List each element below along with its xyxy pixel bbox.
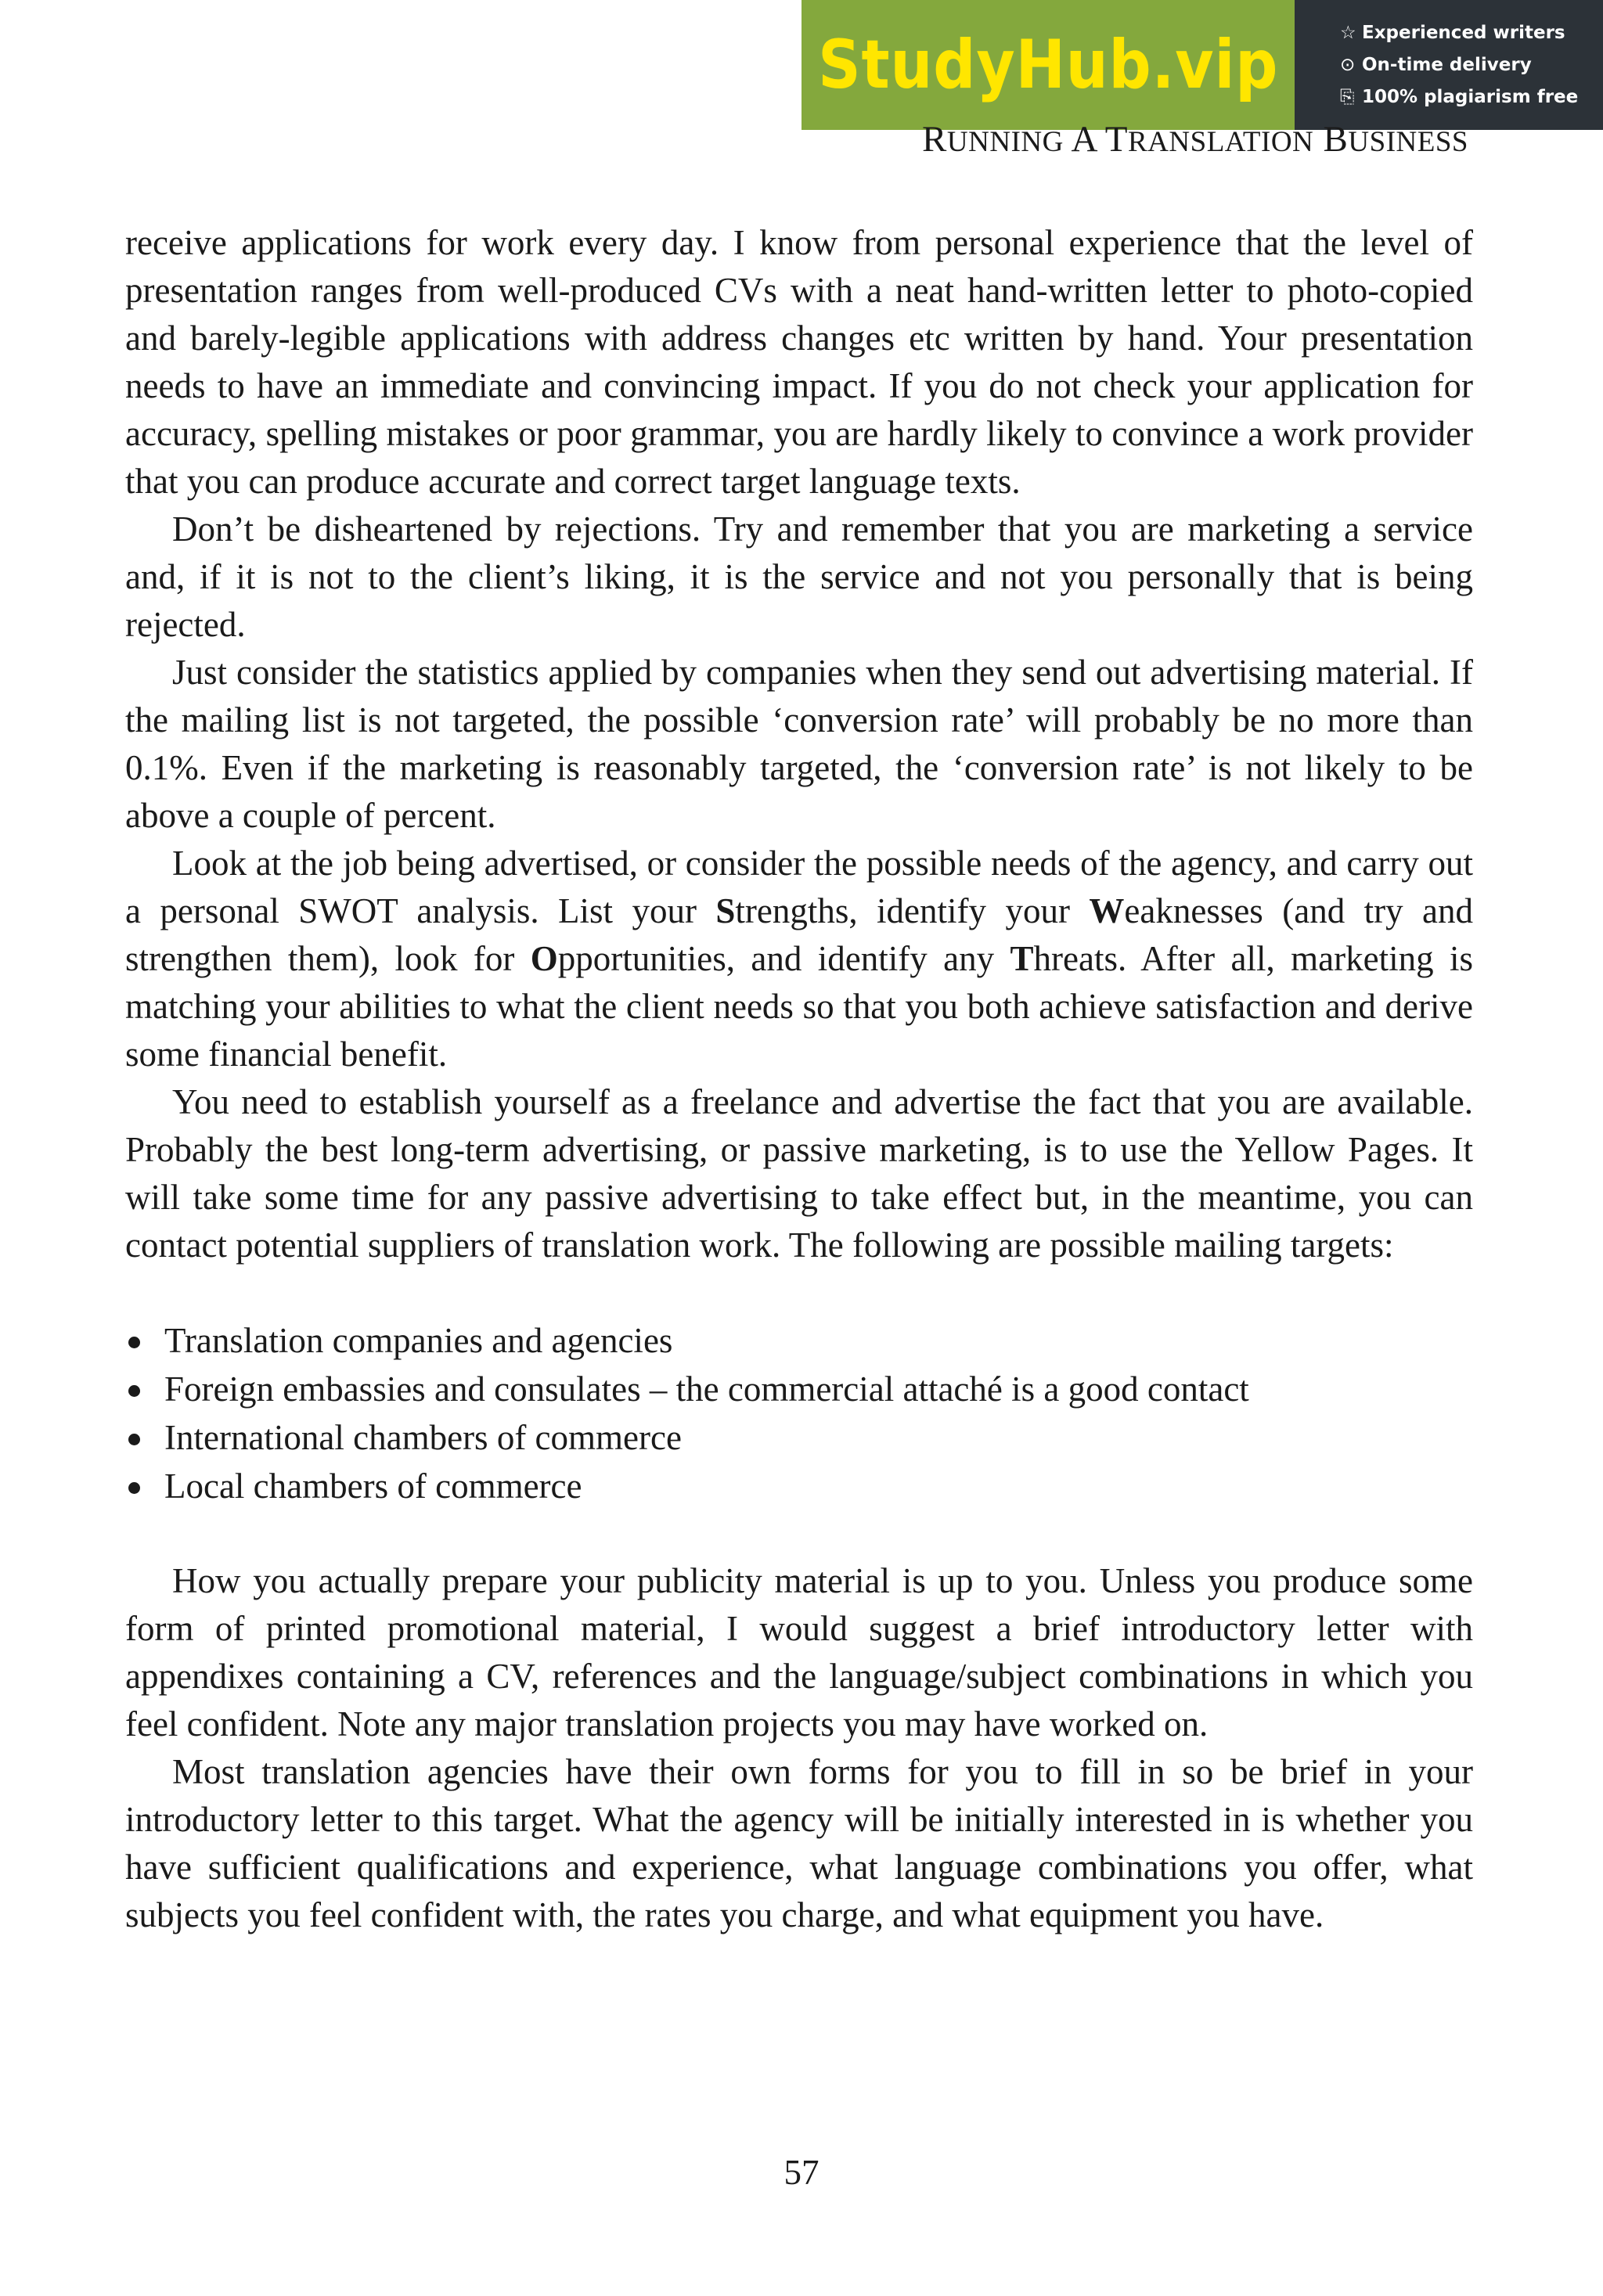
list-item: International chambers of commerce [125,1413,1473,1462]
bullet-icon [128,1482,140,1494]
bullet-icon [128,1385,140,1397]
feature-on-time-delivery: ⊙ On-time delivery [1340,49,1603,81]
banner-features [1295,0,1603,130]
feature-experienced-writers: ☆ Experienced writers [1340,17,1603,49]
running-header: RUNNING A TRANSLATION BUSINESS [922,119,1468,160]
bullet-icon [128,1434,140,1445]
mailing-targets-list [125,1316,1473,1510]
logo-text: StudyHub.vip [817,26,1279,104]
bullet-icon [128,1337,140,1348]
clock-icon: ⊙ [1340,54,1356,75]
list-item: Foreign embassies and consulates – the commercial attaché is a good contact [125,1365,1473,1413]
document-icon: ⎘ [1340,86,1355,107]
list-item: Translation companies and agencies [125,1316,1473,1365]
paragraph-agencies: Most translation agencies have their own forms for you to fill in so be brief in your introductory letter to this target. What the agency will be initially interested in is whether you have sufficient qualifications and experience, what language combinations you offer, what subjects you feel confident with, the rates you charge, and what equipment you have. [125,1752,1473,1934]
watermark-banner [802,0,1603,130]
star-icon: ☆ [1340,22,1356,43]
paragraph-swot: Look at the job being advertised, or consider the possible needs of the agency, and carry out a personal SWOT analysis. List your Strengths, identify your Weaknesses (and try and strengthen them), look for Opportunities, and identify any Threats. After all, marketing is matching your abilities to what the client needs so that you both achieve satisfaction and derive some financial benefit. [125,844,1474,1074]
list-item: Local chambers of commerce [125,1462,1473,1510]
paragraph-applications: receive applications for work every day. I know from personal experience that the level of presentation ranges from well-produced CVs with a neat hand-written letter to photo-copied and barely-legible applications with address changes etc written by hand. Your presentation needs to have an immediate and convincing impact. If you do not check your application for accuracy, spelling mistakes or poor grammar, you are hardly likely to convince a work provider that you can produce accurate and correct target language texts. [125,223,1473,501]
paragraph-statistics: Just consider the statistics applied by companies when they send out advertising material. If the mailing list is not targeted, the possible ‘conversion rate’ will probably be no more than 0.1%. Even if the marketing is reasonably targeted, the ‘conversion rate’ is not likely to be above a couple of percent. [125,653,1473,835]
studyhub-logo[interactable] [802,0,1295,130]
page-body [125,219,1473,1939]
paragraph-freelance: You need to establish yourself as a freelance and advertise the fact that you are available. Probably the best long-term advertising, or passive marketing, is to use the Yellow Pages. It will take some time for any passive advertising to take effect but, in the meantime, you can contact potential suppliers of translation work. The following are possible mailing targets: [125,1082,1473,1265]
feature-plagiarism-free: ⎘ 100% plagiarism free [1340,81,1603,113]
paragraph-rejections: Don’t be disheartened by rejections. Try and remember that you are marketing a service and, if it is not to the client’s liking, it is the service and not you personally that is being rejected. [125,509,1473,644]
paragraph-publicity: How you actually prepare your publicity material is up to you. Unless you produce some form of printed promotional material, I would suggest a brief introductory letter with appendixes containing a CV, references and the language/subject combinations in which you feel confident. Note any major translation projects you may have worked on. [125,1561,1473,1744]
page-number: 57 [783,2153,820,2192]
